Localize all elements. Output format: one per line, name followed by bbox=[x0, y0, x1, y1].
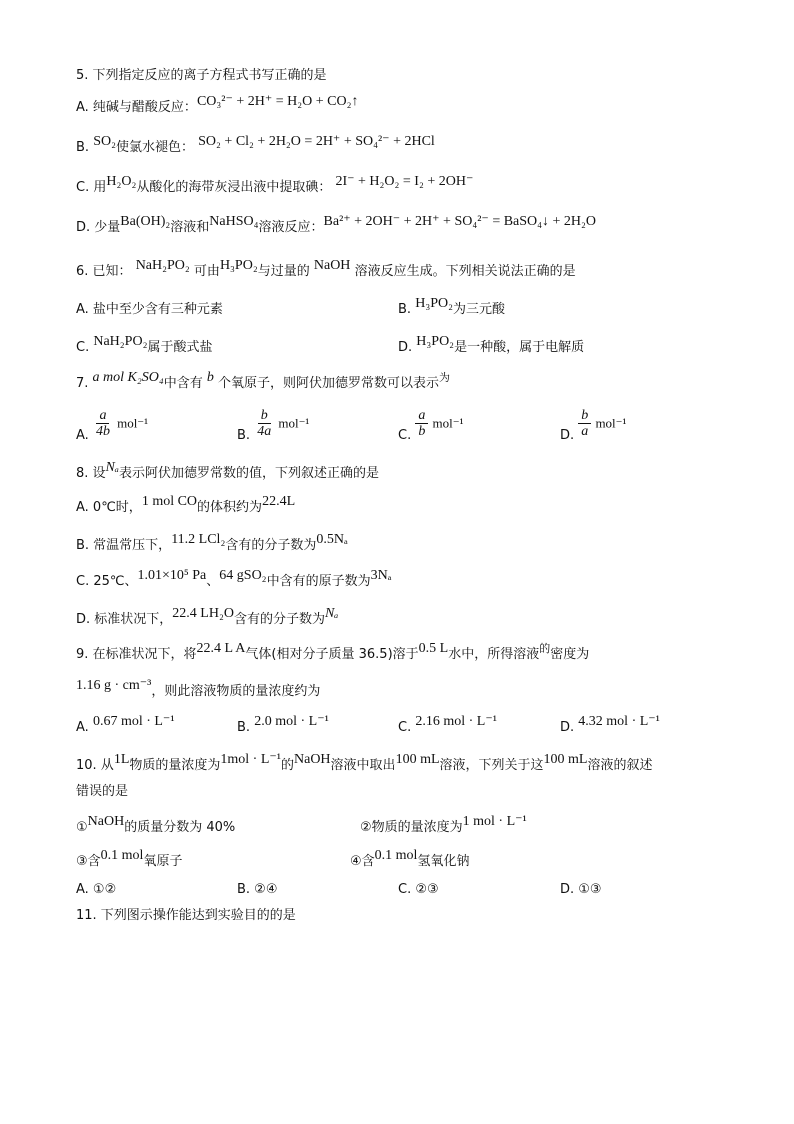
q9-stem-line2 bbox=[76, 678, 321, 702]
q10-s4-text: 氢氧化钠 bbox=[417, 854, 470, 869]
q7-option-d bbox=[560, 408, 627, 443]
q7-text-1: 中含有 bbox=[163, 376, 203, 391]
q9-text-1: 气体(相对分子质量 36.5)溶于 bbox=[245, 647, 419, 662]
q8-b-formula-2: 0.5Nₐ bbox=[316, 532, 348, 547]
q7-d-denominator: a bbox=[581, 424, 589, 439]
q10-option-a: A. ①② bbox=[76, 882, 117, 897]
q6-text-2: 与过量的 bbox=[257, 264, 310, 279]
q7-b-fraction bbox=[254, 408, 274, 439]
q9-text-2: 水中，所得溶液 bbox=[448, 647, 540, 662]
q8-text-1: 表示阿伏加德罗常数的值，下列叙述正确的是 bbox=[118, 466, 379, 481]
q9-a-label: A. bbox=[76, 720, 89, 735]
q10-text-5: 溶液的叙述 bbox=[587, 758, 653, 773]
q9-formula-1: 22.4 L A bbox=[196, 641, 246, 656]
q10-s2-formula: 1 mol · L⁻¹ bbox=[462, 814, 527, 829]
q8-d-formula-1: 22.4 LH₂O bbox=[172, 606, 234, 621]
q8-c-text-1: 、 bbox=[206, 574, 220, 589]
q9-option-b bbox=[237, 714, 329, 738]
q8-option-d bbox=[76, 606, 339, 630]
q8-option-c bbox=[76, 568, 392, 592]
q8-prefix: 8. 设 bbox=[76, 466, 106, 481]
q9-text-3: 的 bbox=[539, 642, 551, 655]
q9-c-value: 2.16 mol · L⁻¹ bbox=[415, 714, 497, 729]
q10-s2-prefix: ②物质的量浓度为 bbox=[360, 820, 463, 835]
q7-d-label: D. bbox=[560, 428, 575, 443]
q6-b-prefix: B. bbox=[398, 302, 412, 317]
q6-prefix: 6. 已知： bbox=[76, 264, 132, 279]
q5-c-text: 从酸化的海带灰浸出液中提取碘： bbox=[136, 180, 332, 195]
q9-option-c bbox=[398, 714, 497, 738]
q7-d-fraction bbox=[578, 408, 591, 439]
q6-formula-3: NaOH bbox=[313, 258, 351, 273]
q6-c-formula: NaH₂PO₂ bbox=[93, 334, 148, 349]
q8-b-prefix: B. 常温常压下， bbox=[76, 538, 172, 553]
q5-d-equation: Ba²⁺ + 2OH⁻ + 2H⁺ + SO₄²⁻ = BaSO₄↓ + 2H₂O bbox=[323, 214, 597, 229]
q7-a-unit: mol⁻¹ bbox=[117, 415, 149, 431]
q10-text-1: 物质的量浓度为 bbox=[129, 758, 221, 773]
q5-b-equation: SO₂ + Cl₂ + 2H₂O = 2H⁺ + SO₄²⁻ + 2HCl bbox=[198, 134, 435, 149]
q6-d-text: 是一种酸，属于电解质 bbox=[454, 340, 585, 355]
q10-text-4: 溶液，下列关于这 bbox=[439, 758, 544, 773]
q7-option-c bbox=[398, 408, 464, 443]
q8-option-b bbox=[76, 532, 348, 556]
q6-stem bbox=[76, 258, 576, 282]
q9-option-a bbox=[76, 714, 175, 738]
q10-text-3: 溶液中取出 bbox=[330, 758, 396, 773]
q6-option-c bbox=[76, 334, 213, 358]
q7-b-numerator: b bbox=[258, 408, 271, 424]
q6-c-prefix: C. bbox=[76, 340, 90, 355]
q9-formula-3: 1.16 g · cm⁻³ bbox=[76, 678, 152, 693]
q9-d-value: 4.32 mol · L⁻¹ bbox=[578, 714, 660, 729]
q10-option-b: B. ②④ bbox=[237, 882, 278, 897]
q10-formula-3: NaOH bbox=[294, 752, 331, 767]
q5-a-equation: CO₃²⁻ + 2H⁺ = H₂O + CO₂↑ bbox=[196, 94, 359, 109]
q7-option-b bbox=[237, 408, 310, 443]
q5-d-text-2: 溶液反应： bbox=[258, 220, 324, 235]
q5-d-prefix: D. 少量 bbox=[76, 220, 121, 235]
q6-text-1: 可由 bbox=[193, 264, 220, 279]
q5-b-text: 使氯水褪色： bbox=[115, 140, 194, 155]
q6-b-text: 为三元酸 bbox=[452, 302, 505, 317]
q5-option-c bbox=[76, 174, 474, 198]
q5-option-d bbox=[76, 214, 597, 238]
q7-stem bbox=[76, 370, 451, 394]
q7-option-a bbox=[76, 408, 149, 443]
q8-c-formula-1: 1.01×10⁵ Pa bbox=[137, 568, 207, 583]
q10-statement-2 bbox=[360, 814, 527, 838]
q9-d-label: D. bbox=[560, 720, 575, 735]
q10-formula-2: 1mol · L⁻¹ bbox=[220, 752, 281, 767]
q10-s3-formula: 0.1 mol bbox=[100, 848, 144, 863]
q7-formula-1: a mol K₂SO₄ bbox=[92, 370, 164, 385]
q8-b-formula-1: 11.2 LCl₂ bbox=[171, 532, 226, 547]
q6-d-prefix: D. bbox=[398, 340, 413, 355]
q7-c-numerator: a bbox=[415, 408, 428, 424]
q8-option-a bbox=[76, 494, 296, 518]
q9-stem-line1 bbox=[76, 641, 590, 665]
q5-stem: 5. 下列指定反应的离子方程式书写正确的是 bbox=[76, 68, 327, 83]
q7-c-denominator: b bbox=[418, 424, 426, 439]
q10-stem-line2: 错误的是 bbox=[76, 784, 129, 799]
q8-a-formula-1: 1 mol CO bbox=[141, 494, 198, 509]
q6-option-d bbox=[398, 334, 585, 358]
q5-b-prefix: B. bbox=[76, 140, 90, 155]
q6-formula-1: NaH₂PO₂ bbox=[135, 258, 190, 273]
q7-prefix: 7. bbox=[76, 376, 89, 391]
q7-d-unit: mol⁻¹ bbox=[595, 415, 627, 431]
q5-d-text-1: 溶液和 bbox=[170, 220, 210, 235]
q9-c-label: C. bbox=[398, 720, 412, 735]
q6-option-a: A. 盐中至少含有三种元素 bbox=[76, 302, 223, 317]
q10-statement-3 bbox=[76, 848, 183, 872]
q8-formula-1: Nₐ bbox=[105, 460, 119, 475]
q5-a-label: A. 纯碱与醋酸反应： bbox=[76, 100, 197, 115]
q7-c-unit: mol⁻¹ bbox=[432, 415, 464, 431]
q10-s1-prefix: ① bbox=[76, 820, 88, 835]
q9-text-4: 密度为 bbox=[550, 647, 590, 662]
q5-d-formula-2: NaHSO₄ bbox=[209, 214, 259, 229]
q5-c-equation: 2I⁻ + H₂O₂ = I₂ + 2OH⁻ bbox=[335, 174, 474, 189]
q8-d-text-1: 含有的分子数为 bbox=[233, 612, 325, 627]
q9-option-d bbox=[560, 714, 660, 738]
q8-d-prefix: D. 标准状况下， bbox=[76, 612, 173, 627]
q11-stem: 11. 下列图示操作能达到实验目的的是 bbox=[76, 908, 296, 923]
q10-prefix: 10. 从 bbox=[76, 758, 114, 773]
q8-c-formula-3: 3Nₐ bbox=[370, 568, 392, 583]
q5-option-b bbox=[76, 134, 435, 158]
q10-s1-text: 的质量分数为 40% bbox=[124, 820, 236, 835]
q6-b-formula: H₃PO₂ bbox=[415, 296, 453, 311]
q7-c-fraction bbox=[415, 408, 428, 439]
q7-a-label: A. bbox=[76, 428, 89, 443]
q8-c-formula-2: 64 gSO₂ bbox=[219, 568, 267, 583]
q10-s4-prefix: ④含 bbox=[350, 854, 375, 869]
q7-a-fraction bbox=[93, 408, 113, 439]
q10-text-2: 的 bbox=[280, 758, 294, 773]
q7-b-denominator: 4a bbox=[257, 424, 272, 439]
q5-c-prefix: C. 用 bbox=[76, 180, 107, 195]
q7-text-3: 为 bbox=[439, 371, 451, 384]
q10-formula-4: 100 mL bbox=[395, 752, 440, 767]
q10-formula-5: 100 mL bbox=[543, 752, 588, 767]
q9-text-5: ，则此溶液物质的量浓度约为 bbox=[151, 684, 321, 699]
q10-option-d: D. ①③ bbox=[560, 882, 602, 897]
q7-b-unit: mol⁻¹ bbox=[278, 415, 310, 431]
q7-formula-2: b bbox=[206, 370, 214, 385]
q8-a-formula-2: 22.4L bbox=[262, 494, 296, 509]
q6-c-text: 属于酸式盐 bbox=[147, 340, 213, 355]
q10-s1-formula: NaOH bbox=[87, 814, 125, 829]
q10-statement-1 bbox=[76, 814, 236, 838]
q7-c-label: C. bbox=[398, 428, 412, 443]
q5-b-formula: SO₂ bbox=[93, 134, 116, 149]
q10-s3-text: 氧原子 bbox=[143, 854, 183, 869]
q9-formula-2: 0.5 L bbox=[418, 641, 449, 656]
q10-formula-1: 1L bbox=[113, 752, 130, 767]
q8-d-formula-2: Nₐ bbox=[324, 606, 339, 621]
q9-a-value: 0.67 mol · L⁻¹ bbox=[92, 714, 175, 729]
q6-d-formula: H₃PO₂ bbox=[416, 334, 455, 349]
q9-prefix: 9. 在标准状况下，将 bbox=[76, 647, 197, 662]
q9-b-value: 2.0 mol · L⁻¹ bbox=[254, 714, 329, 729]
q6-formula-2: H₃PO₂ bbox=[219, 258, 258, 273]
q5-c-formula: H₂O₂ bbox=[106, 174, 137, 189]
q8-c-prefix: C. 25℃、 bbox=[76, 574, 138, 589]
q6-option-b bbox=[398, 296, 505, 320]
q10-s3-prefix: ③含 bbox=[76, 854, 101, 869]
q5-option-a bbox=[76, 94, 359, 118]
q10-option-c: C. ②③ bbox=[398, 882, 439, 897]
q8-c-text-2: 中含有的原子数为 bbox=[266, 574, 371, 589]
q8-a-text-1: 的体积约为 bbox=[197, 500, 263, 515]
q8-b-text-1: 含有的分子数为 bbox=[225, 538, 317, 553]
q7-a-denominator: 4b bbox=[95, 424, 110, 439]
q7-a-numerator: a bbox=[96, 408, 109, 424]
q6-text-3: 溶液反应生成。下列相关说法正确的是 bbox=[354, 264, 576, 279]
q9-b-label: B. bbox=[237, 720, 251, 735]
q8-stem bbox=[76, 460, 379, 484]
q7-b-label: B. bbox=[237, 428, 251, 443]
q10-s4-formula: 0.1 mol bbox=[374, 848, 418, 863]
q7-d-numerator: b bbox=[578, 408, 591, 424]
q10-stem-line1 bbox=[76, 752, 653, 776]
q10-statement-4 bbox=[350, 848, 470, 872]
q8-a-prefix: A. 0℃时， bbox=[76, 500, 142, 515]
q7-text-2: 个氧原子，则阿伏加德罗常数可以表示 bbox=[218, 376, 440, 391]
q5-d-formula-1: Ba(OH)₂ bbox=[120, 214, 171, 229]
